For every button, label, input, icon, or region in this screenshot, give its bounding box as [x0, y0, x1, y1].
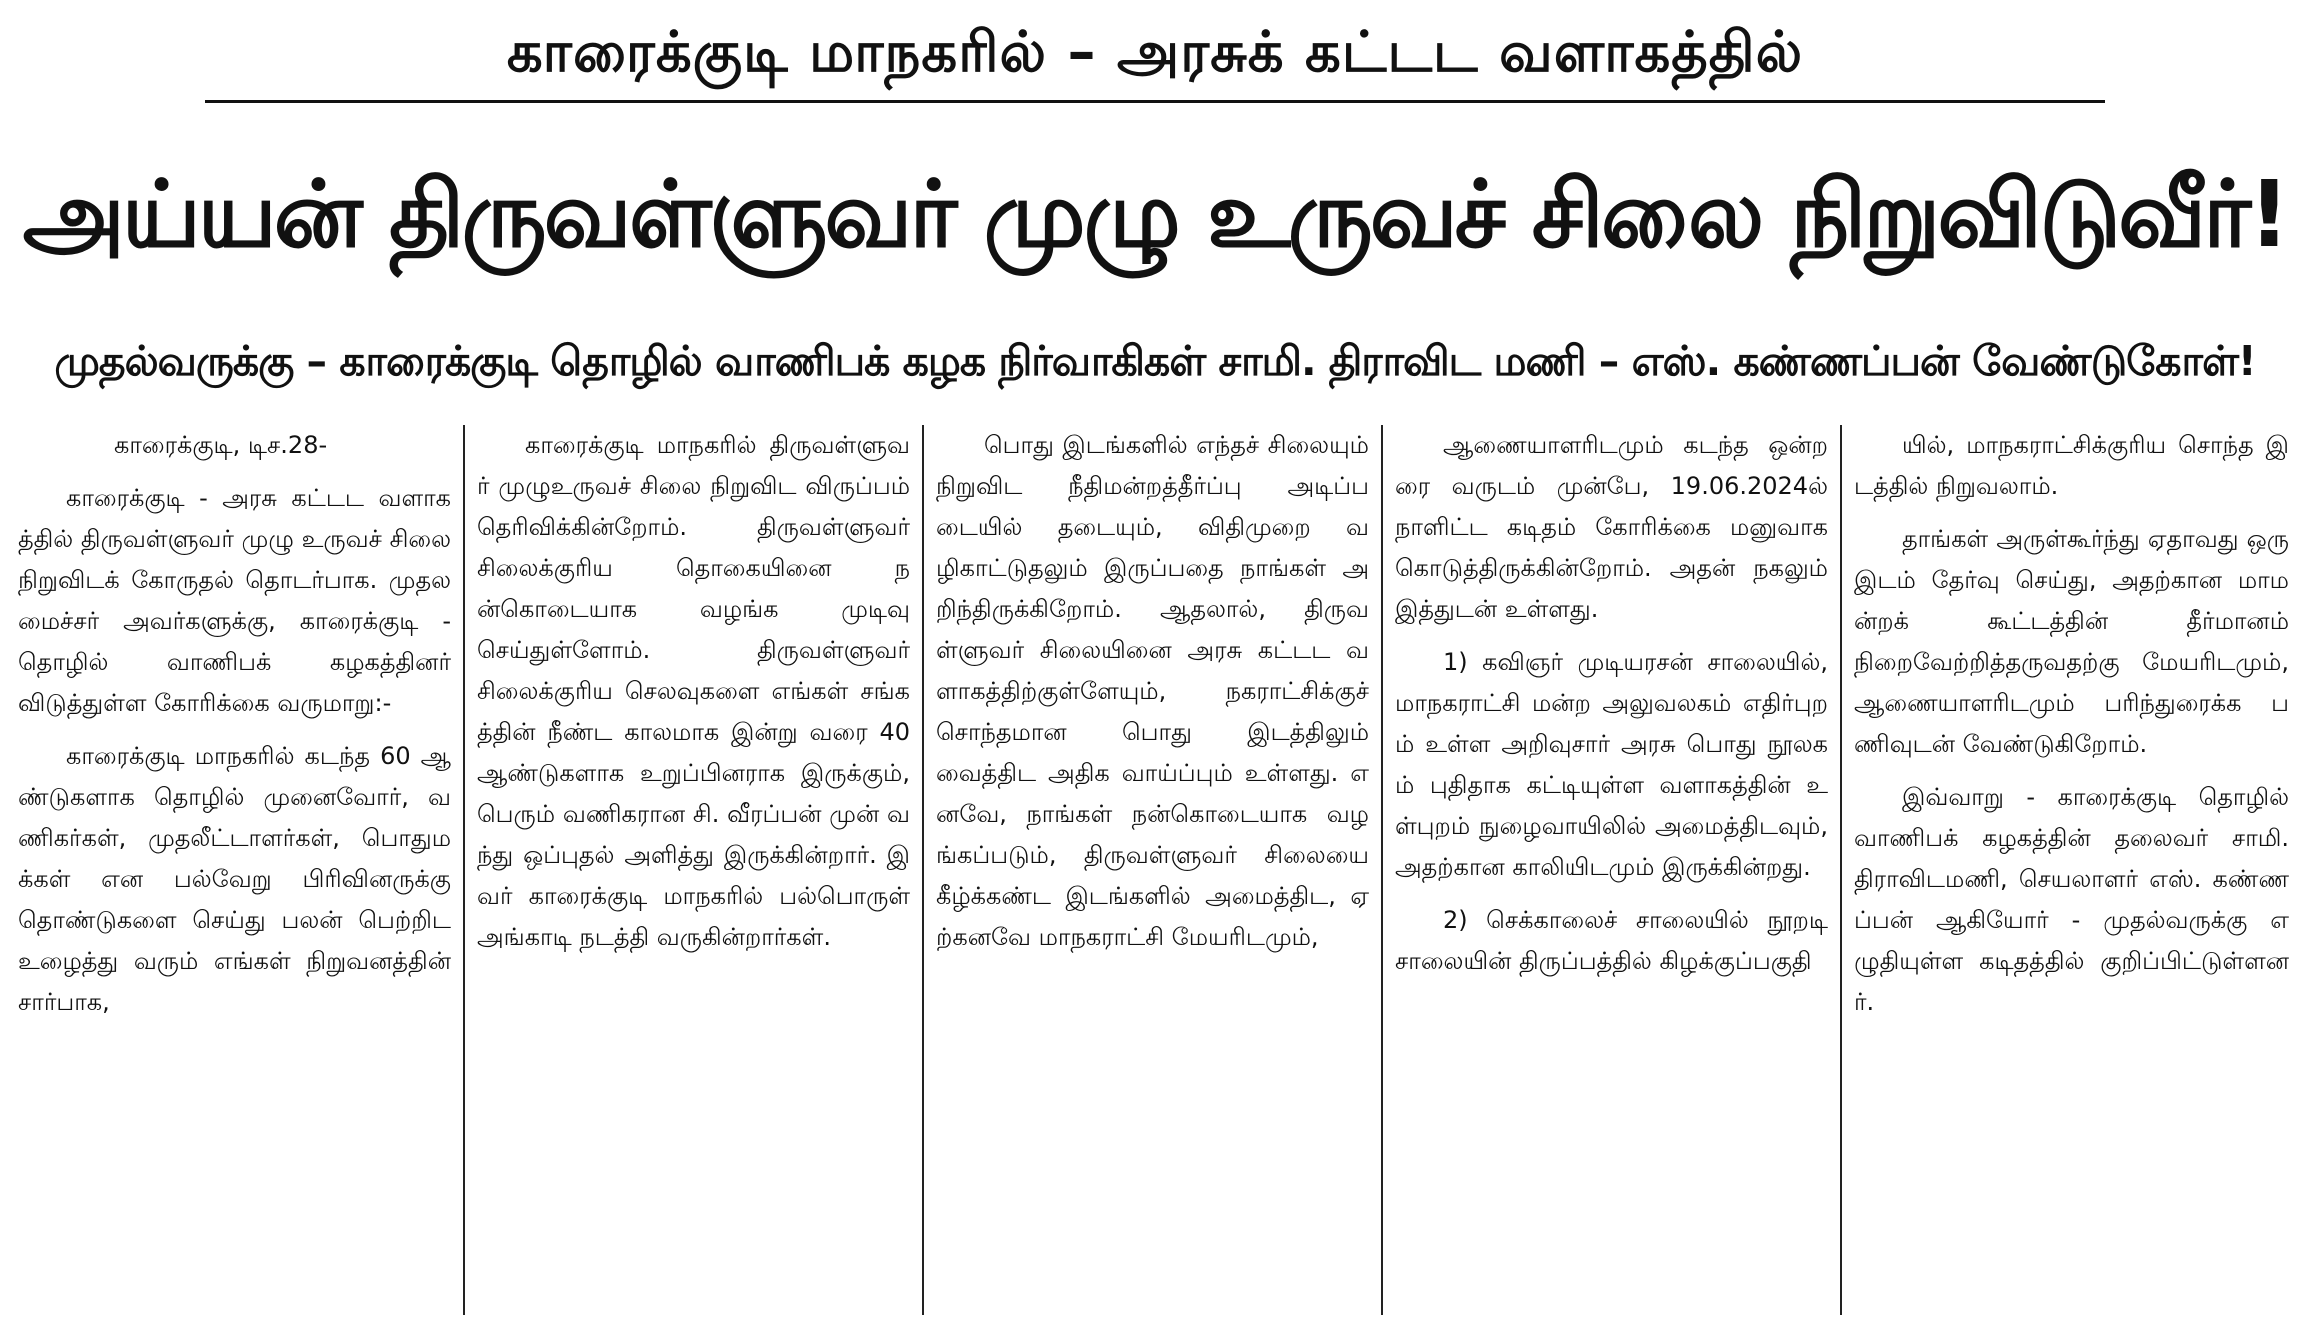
paragraph: காரைக்குடி மாநகரில் திருவள்ளுவர் முழுஉருவச் சிலை நிறுவிட விருப்பம் தெரிவிக்கின்றோம். திருவள்ளுவர் சிலைக்குரிய தொகையினை நன்கொடையாக வழங்க முடிவு செய்துள்ளோம். திருவள்ளுவர் சிலைக்குரிய செலவுகளை எங்கள் சங்கத்தின் நீண்ட காலமாக இன்று வரை 40 ஆண்டுகளாக உறுப்பினராக இருக்கும், பெரும் வணிகரான சி. வீரப்பன் முன் வந்து ஒப்புதல் அளித்து இருக்கின்றார். இவர் காரைக்குடி மாநகரில் பல்பொருள் அங்காடி நடத்தி வருகின்றார்கள்.	[477, 431, 910, 951]
paragraph: காரைக்குடி - அரசு கட்டட வளாகத்தில் திருவள்ளுவர் முழு உருவச் சிலை நிறுவிடக் கோருதல் தொடர்பாக. முதலமைச்சர் அவர்களுக்கு, காரைக்குடி - தொழில் வாணிபக் கழகத்தினர் விடுத்துள்ள கோரிக்கை வருமாறு:-	[18, 484, 451, 717]
paragraph: 1) கவிஞர் முடியரசன் சாலையில், மாநகராட்சி மன்ற அலுவலகம் எதிர்புறம் உள்ள அறிவுசார் அரசு பொது நூலகம் புதிதாக கட்டியுள்ள வளாகத்தின் உள்புறம் நுழைவாயிலில் அமைத்திடவும், அதற்கான காலியிடமும் இருக்கின்றது.	[1395, 648, 1828, 881]
dateline: காரைக்குடி, டிச.28-	[114, 431, 328, 459]
column-1	[6, 425, 465, 1315]
headline: அய்யன் திருவள்ளுவர் முழு உருவச் சிலை நிறுவிடுவீர்!	[22, 161, 2288, 268]
column-5	[1842, 425, 2301, 1315]
paragraph: காரைக்குடி மாநகரில் கடந்த 60 ஆண்டுகளாக தொழில் முனைவோர், வணிகர்கள், முதலீட்டாளர்கள், பொதுமக்கள் என பல்வேறு பிரிவினருக்கு தொண்டுகளை செய்து பலன் பெற்றிட உழைத்து வரும் எங்கள் நிறுவனத்தின் சார்பாக,	[18, 742, 451, 1016]
kicker-line: காரைக்குடி மாநகரில் – அரசுக் கட்டட வளாகத்தில்	[506, 20, 1804, 85]
subheadline: முதல்வருக்கு – காரைக்குடி தொழில் வாணிபக் கழக நிர்வாகிகள் சாமி. திராவிட மணி – எஸ். கண்ணப்பன் வேண்டுகோள்!	[54, 337, 2256, 385]
paragraph: இவ்வாறு - காரைக்குடி தொழில் வாணிபக் கழகத்தின் தலைவர் சாமி. திராவிடமணி, செயலாளர் எஸ். கண்ணப்பன் ஆகியோர் - முதல்வருக்கு எழுதியுள்ள கடிதத்தில் குறிப்பிட்டுள்ளனர்.	[1854, 783, 2289, 1016]
paragraph: 2) செக்காலைச் சாலையில் நூறடி சாலையின் திருப்பத்தில் கிழக்குப்பகுதி	[1395, 906, 1828, 975]
column-3	[924, 425, 1383, 1315]
column-4	[1383, 425, 1842, 1315]
kicker-rule	[205, 100, 2105, 103]
paragraph: தாங்கள் அருள்கூர்ந்து ஏதாவது ஒரு இடம் தேர்வு செய்து, அதற்கான மாமன்றக் கூட்டத்தின் தீர்மானம் நிறைவேற்றித்தருவதற்கு மேயரிடமும், ஆணையாளரிடமும் பரிந்துரைக்க பணிவுடன் வேண்டுகிறோம்.	[1854, 525, 2289, 758]
column-2	[465, 425, 924, 1315]
paragraph: பொது இடங்களில் எந்தச் சிலையும் நிறுவிட நீதிமன்றத்தீர்ப்பு அடிப்படையில் தடையும், விதிமுறை வழிகாட்டுதலும் இருப்பதை நாங்கள் அறிந்திருக்கிறோம். ஆதலால், திருவள்ளுவர் சிலையினை அரசு கட்டட வளாகத்திற்குள்ளேயும், நகராட்சிக்குச் சொந்தமான பொது இடத்திலும் வைத்திட அதிக வாய்ப்பும் உள்ளது. எனவே, நாங்கள் நன்கொடையாக வழங்கப்படும், திருவள்ளுவர் சிலையை கீழ்க்கண்ட இடங்களில் அமைத்திட, ஏற்கனவே மாநகராட்சி மேயரிடமும்,	[936, 431, 1369, 951]
paragraph: யில், மாநகராட்சிக்குரிய சொந்த இடத்தில் நிறுவலாம்.	[1854, 431, 2289, 500]
article-columns	[6, 425, 2304, 1315]
paragraph: ஆணையாளரிடமும் கடந்த ஒன்றரை வருடம் முன்பே, 19.06.2024ல் நாளிட்ட கடிதம் கோரிக்கை மனுவாக கொடுத்திருக்கின்றோம். அதன் நகலும் இத்துடன் உள்ளது.	[1395, 431, 1828, 623]
